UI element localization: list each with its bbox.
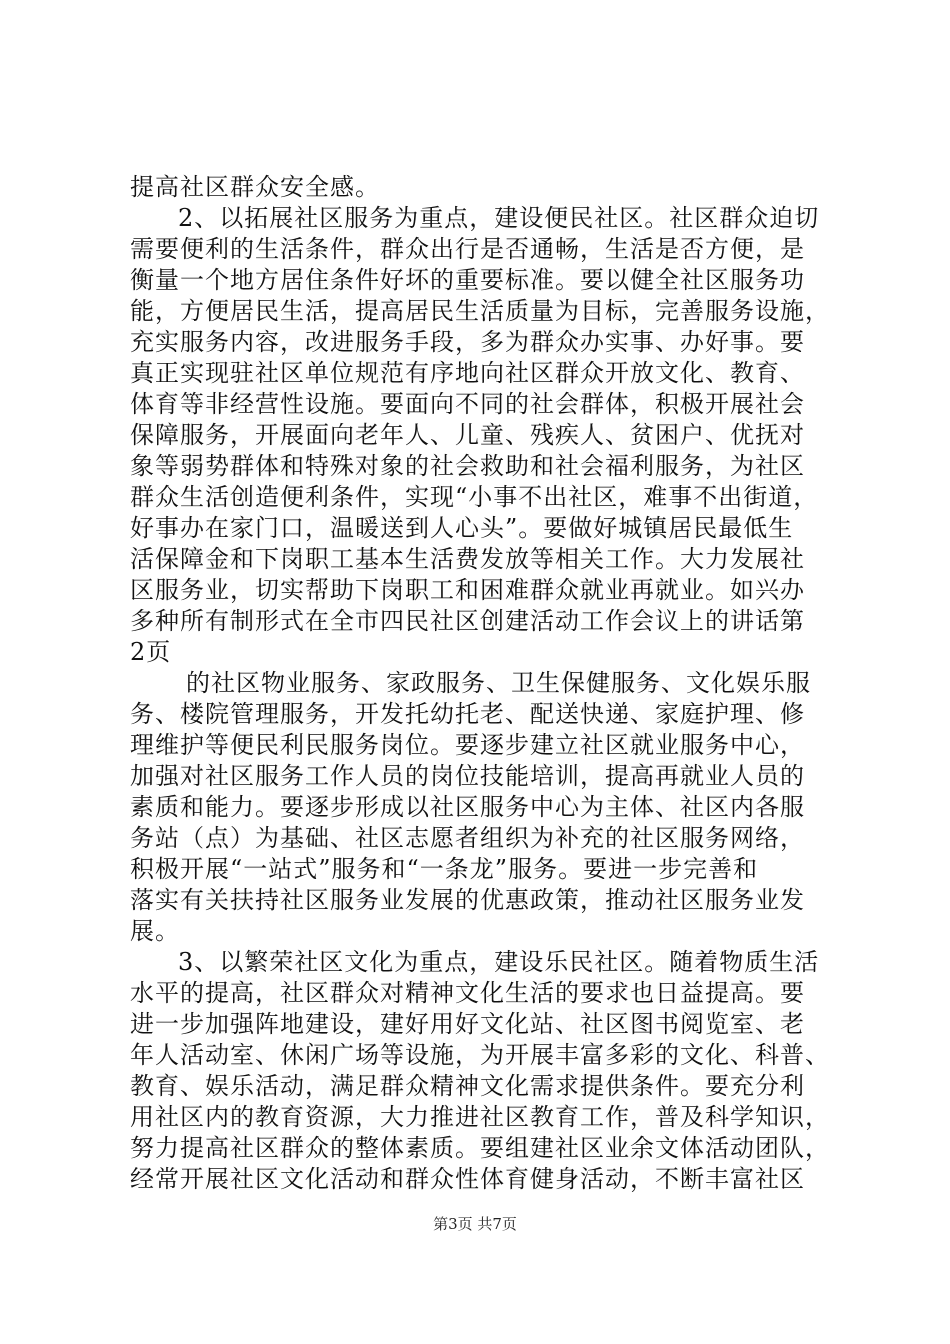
text-line: 区服务业，切实帮助下岗职工和困难群众就业再就业。如兴办 — [130, 576, 805, 604]
text-line: 体育等非经营性设施。要面向不同的社会群体，积极开展社会 — [130, 390, 805, 418]
text-line: 提高社区群众安全感。 — [130, 173, 380, 201]
text-line: 能，方便居民生活，提高居民生活质量为目标，完善服务设施， — [130, 297, 830, 325]
text-line: 落实有关扶持社区服务业发展的优惠政策，推动社区服务业发 — [130, 886, 805, 914]
text-line: 努力提高社区群众的整体素质。要组建社区业余文体活动团队， — [130, 1134, 830, 1162]
text-line: 衡量一个地方居住条件好坏的重要标准。要以健全社区服务功 — [130, 266, 805, 294]
text-line: 充实服务内容，改进服务手段，多为群众办实事、办好事。要 — [130, 328, 805, 356]
text-line: 教育、娱乐活动，满足群众精神文化需求提供条件。要充分利 — [130, 1072, 805, 1100]
text-line: 经常开展社区文化活动和群众性体育健身活动，不断丰富社区 — [130, 1165, 805, 1193]
text-line: 群众生活创造便利条件，实现“小事不出社区，难事不出街道， — [130, 483, 819, 511]
text-line: 多种所有制形式在全市四民社区创建活动工作会议上的讲话第 — [130, 607, 805, 635]
paragraph-start-line: 3、以繁荣社区文化为重点，建设乐民社区。随着物质生活 — [178, 948, 820, 976]
text-line: 加强对社区服务工作人员的岗位技能培训，提高再就业人员的 — [130, 762, 805, 790]
text-line: 务站（点）为基础、社区志愿者组织为补充的社区服务网络， — [130, 824, 805, 852]
text-line: 2页 — [130, 638, 172, 666]
text-line: 理维护等便民利民服务岗位。要逐步建立社区就业服务中心， — [130, 731, 805, 759]
text-line: 年人活动室、休闲广场等设施，为开展丰富多彩的文化、科普、 — [130, 1041, 830, 1069]
text-line: 积极开展“一站式”服务和“一条龙”服务。要进一步完善和 — [130, 855, 759, 883]
text-line: 好事办在家门口，温暖送到人心头”。要做好城镇居民最低生 — [130, 514, 794, 542]
text-line: 进一步加强阵地建设，建好用好文化站、社区图书阅览室、老 — [130, 1010, 805, 1038]
text-line: 务、楼院管理服务，开发托幼托老、配送快递、家庭护理、修 — [130, 700, 805, 728]
text-line: 展。 — [130, 917, 180, 945]
paragraph-start-line: 的社区物业服务、家政服务、卫生保健服务、文化娱乐服 — [186, 669, 811, 697]
text-line: 保障服务，开展面向老年人、儿童、残疾人、贫困户、优抚对 — [130, 421, 805, 449]
page-number: 第3页 共7页 — [433, 1215, 517, 1233]
text-line: 用社区内的教育资源，大力推进社区教育工作，普及科学知识， — [130, 1103, 830, 1131]
text-line: 活保障金和下岗职工基本生活费发放等相关工作。大力发展社 — [130, 545, 805, 573]
document-body — [130, 172, 830, 1195]
page-footer — [0, 1213, 950, 1234]
text-line: 需要便利的生活条件，群众出行是否通畅，生活是否方便，是 — [130, 235, 805, 263]
paragraph-start-line: 2、以拓展社区服务为重点，建设便民社区。社区群众迫切 — [178, 204, 820, 232]
text-line: 素质和能力。要逐步形成以社区服务中心为主体、社区内各服 — [130, 793, 805, 821]
text-line: 真正实现驻社区单位规范有序地向社区群众开放文化、教育、 — [130, 359, 805, 387]
text-line: 水平的提高，社区群众对精神文化生活的要求也日益提高。要 — [130, 979, 805, 1007]
text-line: 象等弱势群体和特殊对象的社会救助和社会福利服务，为社区 — [130, 452, 805, 480]
